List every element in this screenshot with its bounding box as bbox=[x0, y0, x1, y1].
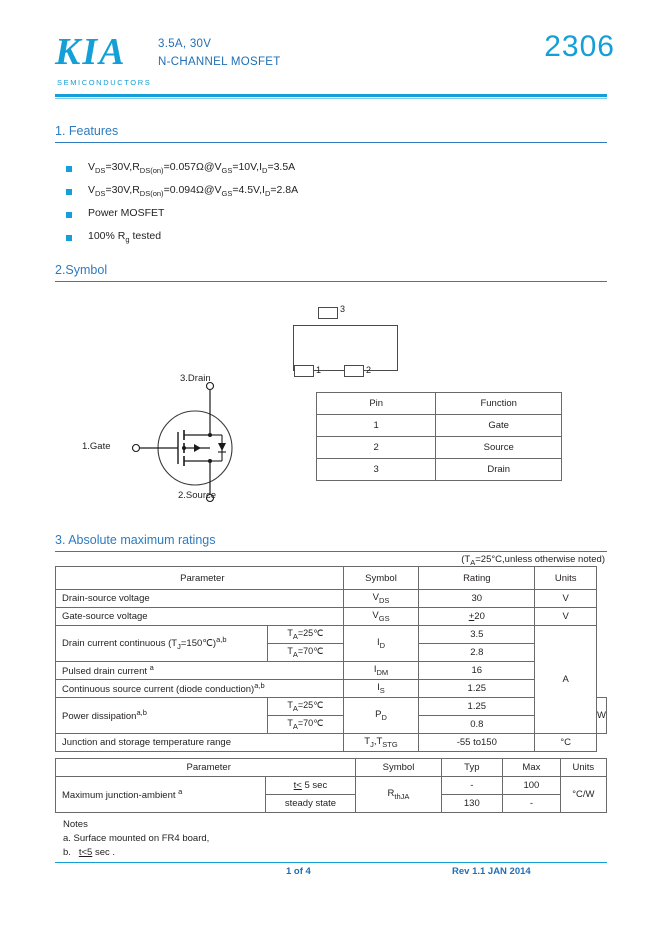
package-lead-1-label: 1 bbox=[316, 365, 322, 375]
pin-number: 2 bbox=[317, 437, 436, 459]
pin-function: Drain bbox=[436, 459, 562, 481]
package-lead-1 bbox=[294, 365, 314, 377]
table-row bbox=[56, 734, 607, 752]
pin-header: Pin bbox=[317, 393, 436, 415]
symbol-tj-tstg: $T_J,T_{STG}$ bbox=[343, 734, 419, 752]
package-lead-2-label: 2 bbox=[366, 365, 372, 375]
symbol-is: $I_S$ bbox=[343, 680, 419, 698]
absolute-maximum-ratings-table bbox=[55, 566, 607, 752]
header-divider-thin bbox=[55, 98, 607, 99]
symbol-pd: $P_D$ bbox=[343, 698, 419, 734]
ratings-condition-note: ($T_A=25^\circ C,unless$ otherwise noted) bbox=[461, 554, 605, 567]
mosfet-symbol-drawing bbox=[82, 370, 290, 510]
condition-ta70: $T_A=70℃$ bbox=[268, 644, 344, 662]
col-max: Max bbox=[503, 759, 561, 777]
note-item-a: a. Surface mounted on FR4 board, bbox=[63, 833, 210, 844]
pin-function: Gate bbox=[436, 415, 562, 437]
bullet-icon bbox=[66, 235, 72, 241]
feature-item-3: Power MOSFET bbox=[88, 207, 165, 219]
table-row bbox=[317, 415, 562, 437]
symbol-gate-label: 1.Gate bbox=[82, 441, 111, 452]
param-continuous-source-current: Continuous source current (diode conduction)$^{a,b}$ bbox=[56, 680, 344, 698]
symbol-heading-rule bbox=[55, 281, 607, 282]
symbol-id: $I_D$ bbox=[343, 626, 419, 662]
rating-idm: 16 bbox=[419, 662, 535, 680]
footer-page-number: 1 of 4 bbox=[286, 866, 311, 877]
bullet-icon bbox=[66, 166, 72, 172]
param-gate-source-voltage: Gate-source voltage bbox=[56, 608, 344, 626]
symbol-vgs: $V_{GS}$ bbox=[343, 608, 419, 626]
package-lead-3-label: 3 bbox=[340, 304, 346, 314]
units-c-per-w: °C/W bbox=[560, 777, 606, 813]
rating-id-25: 3.5 bbox=[419, 626, 535, 644]
symbol-idm: $I_{DM}$ bbox=[343, 662, 419, 680]
col-typ: Typ bbox=[441, 759, 502, 777]
package-lead-2 bbox=[344, 365, 364, 377]
document-header bbox=[55, 30, 615, 92]
feature-item-2: $V_{DS}=30V,R_{DS(on)}=0.094\Omega@V_{GS}=4.5V,I_D=2.8A$ bbox=[88, 184, 299, 199]
function-header: Function bbox=[436, 393, 562, 415]
units-vgs: V bbox=[535, 608, 597, 626]
footer-revision: Rev 1.1 JAN 2014 bbox=[452, 866, 531, 877]
part-number: 2306 bbox=[544, 30, 615, 63]
rating-is: 1.25 bbox=[419, 680, 535, 698]
col-parameter: Parameter bbox=[56, 567, 344, 590]
header-device-type: N-CHANNEL MOSFET bbox=[158, 56, 281, 68]
table-row bbox=[56, 777, 607, 795]
rating-tj-tstg: -55 to150 bbox=[419, 734, 535, 752]
units-celsius: °C bbox=[535, 734, 597, 752]
units-ampere: A bbox=[535, 626, 597, 734]
symbol-source-label: 2.Source bbox=[178, 490, 217, 501]
symbol-drain-label: 3.Drain bbox=[180, 373, 211, 384]
typ-t5sec: - bbox=[441, 777, 502, 795]
max-steady: - bbox=[503, 795, 561, 813]
condition-t-lt-5sec: t< 5 sec bbox=[265, 777, 356, 795]
table-row bbox=[56, 590, 607, 608]
notes-block bbox=[63, 818, 209, 860]
symbol-rthja: $R_{thJA}$ bbox=[356, 777, 441, 813]
rating-id-70: 2.8 bbox=[419, 644, 535, 662]
pin-function: Source bbox=[436, 437, 562, 459]
col-units: Units bbox=[535, 567, 597, 590]
condition-ta25: $T_A=25℃$ bbox=[268, 626, 344, 644]
typ-steady: 130 bbox=[441, 795, 502, 813]
param-pulsed-drain-current: Pulsed drain current $^a$ bbox=[56, 662, 344, 680]
table-row bbox=[56, 608, 607, 626]
table-header-row bbox=[56, 759, 607, 777]
table-row bbox=[56, 626, 607, 644]
col-symbol: Symbol bbox=[343, 567, 419, 590]
rating-pd-70: 0.8 bbox=[419, 716, 535, 734]
col-units: Units bbox=[560, 759, 606, 777]
ratings-heading: 3. Absolute maximum ratings bbox=[55, 533, 216, 547]
kia-logo-subtitle: SEMICONDUCTORS bbox=[57, 78, 152, 87]
thermal-resistance-table bbox=[55, 758, 607, 813]
table-row bbox=[56, 680, 607, 698]
kia-logo: KIA bbox=[55, 31, 127, 73]
bullet-icon bbox=[66, 189, 72, 195]
condition-ta25: $T_A=25℃$ bbox=[268, 698, 344, 716]
param-power-dissipation: Power dissipation$^{a,b}$ bbox=[56, 698, 268, 734]
param-drain-current-continuous: Drain current continuous $(T_J=150℃)^{a,b}$ bbox=[56, 626, 268, 662]
max-t5sec: 100 bbox=[503, 777, 561, 795]
symbol-heading: 2.Symbol bbox=[55, 263, 108, 277]
param-max-junction-ambient: Maximum junction-ambient $^a$ bbox=[56, 777, 266, 813]
table-row bbox=[56, 698, 607, 716]
rating-vgs: +20 bbox=[419, 608, 535, 626]
table-row bbox=[56, 662, 607, 680]
footer-divider bbox=[55, 862, 607, 863]
feature-item-4: 100% $R_g$ tested bbox=[88, 230, 162, 245]
ratings-heading-rule bbox=[55, 551, 607, 552]
table-row bbox=[317, 437, 562, 459]
feature-item-1: $V_{DS}=30V,R_{DS(on)}=0.057\Omega@V_{GS}=10V,I_D=3.5A$ bbox=[88, 161, 296, 176]
symbol-vds: $V_{DS}$ bbox=[343, 590, 419, 608]
mosfet-symbol-svg bbox=[110, 370, 290, 510]
param-drain-source-voltage: Drain-source voltage bbox=[56, 590, 344, 608]
rating-vds: 30 bbox=[419, 590, 535, 608]
note-item-b: b. t<5 sec . bbox=[63, 847, 116, 858]
package-outline-drawing bbox=[288, 303, 478, 383]
col-parameter: Parameter bbox=[56, 759, 356, 777]
features-heading-rule bbox=[55, 142, 607, 143]
table-header-row bbox=[317, 393, 562, 415]
pin-number: 1 bbox=[317, 415, 436, 437]
units-watt: W bbox=[597, 698, 607, 734]
condition-ta70: $T_A=70℃$ bbox=[268, 716, 344, 734]
condition-steady-state: steady state bbox=[265, 795, 356, 813]
col-symbol: Symbol bbox=[356, 759, 441, 777]
header-rating-line: 3.5A, 30V bbox=[158, 38, 212, 50]
features-heading: 1. Features bbox=[55, 124, 119, 138]
notes-title: Notes bbox=[63, 819, 88, 830]
param-junction-storage-temp: Junction and storage temperature range bbox=[56, 734, 344, 752]
col-rating: Rating bbox=[419, 567, 535, 590]
rating-pd-25: 1.25 bbox=[419, 698, 535, 716]
pin-number: 3 bbox=[317, 459, 436, 481]
pin-function-table bbox=[316, 392, 562, 481]
table-row bbox=[317, 459, 562, 481]
units-vds: V bbox=[535, 590, 597, 608]
bullet-icon bbox=[66, 212, 72, 218]
table-header-row bbox=[56, 567, 607, 590]
package-lead-3 bbox=[318, 307, 338, 319]
